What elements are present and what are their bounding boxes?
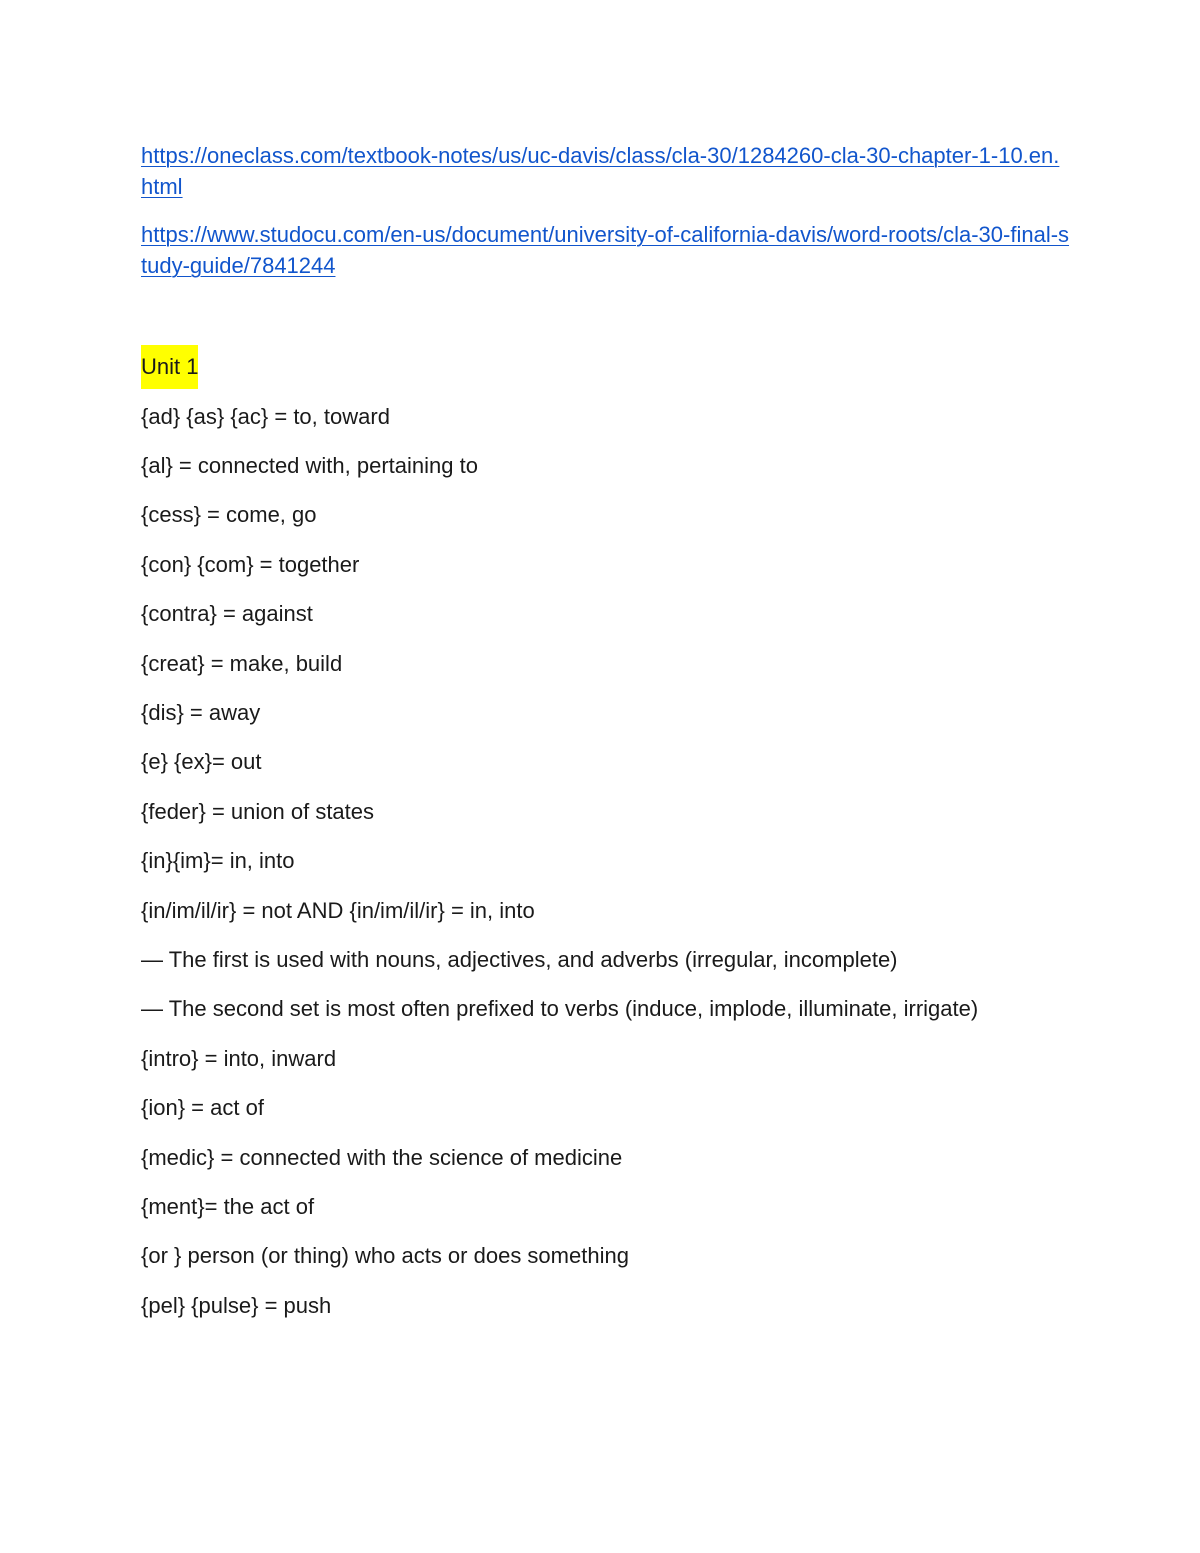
reference-link-oneclass[interactable]: https://oneclass.com/textbook-notes/us/uc-davis/class/cla-30/1284260-cla-30-chapter-1-10.en.html bbox=[141, 143, 1060, 199]
word-root-entry: {con} {com} = together bbox=[141, 551, 360, 577]
word-root-entry: {intro} = into, inward bbox=[141, 1045, 337, 1071]
section-spacer bbox=[141, 298, 1071, 342]
reference-link-studocu-block bbox=[141, 219, 1071, 281]
word-root-entry: {dis} = away bbox=[141, 699, 261, 725]
word-root-entry: {ment}= the act of bbox=[141, 1194, 315, 1219]
word-root-entry: {cess} = come, go bbox=[141, 502, 317, 528]
word-root-entry: {pel} {pulse} = push bbox=[141, 1292, 332, 1318]
document-body bbox=[141, 140, 1071, 1330]
word-root-entry: {creat} = make, build bbox=[141, 650, 343, 676]
word-root-entry: {in}{im}= in, into bbox=[141, 848, 295, 874]
unit-heading bbox=[141, 342, 1071, 392]
word-root-entry: {in/im/il/ir} = not AND {in/im/il/ir} = in, into bbox=[141, 897, 535, 923]
word-root-entry: {or } person (or thing) who acts or does something bbox=[141, 1243, 629, 1269]
word-root-entry: {al} = connected with, pertaining to bbox=[141, 452, 478, 478]
word-root-entry: {feder} = union of states bbox=[141, 798, 375, 824]
unit-title-highlight: Unit 1 bbox=[141, 345, 198, 389]
word-root-entry: {contra} = against bbox=[141, 601, 313, 627]
reference-link-oneclass-block bbox=[141, 140, 1071, 202]
reference-link-studocu[interactable]: https://www.studocu.com/en-us/document/university-of-california-davis/word-roots/cla-30-final-study-guide/7841244 bbox=[141, 222, 1070, 278]
word-root-entry: {medic} = connected with the science of medicine bbox=[141, 1144, 623, 1170]
usage-note: — The second set is most often prefixed to verbs (induce, implode, illuminate, irrigate) bbox=[141, 996, 979, 1022]
usage-note: — The first is used with nouns, adjectives, and adverbs (irregular, incomplete) bbox=[141, 946, 898, 972]
word-root-entry: {e} {ex}= out bbox=[141, 749, 262, 775]
word-root-entry: {ion} = act of bbox=[141, 1095, 264, 1121]
word-root-entry: {ad} {as} {ac} = to, toward bbox=[141, 403, 390, 429]
